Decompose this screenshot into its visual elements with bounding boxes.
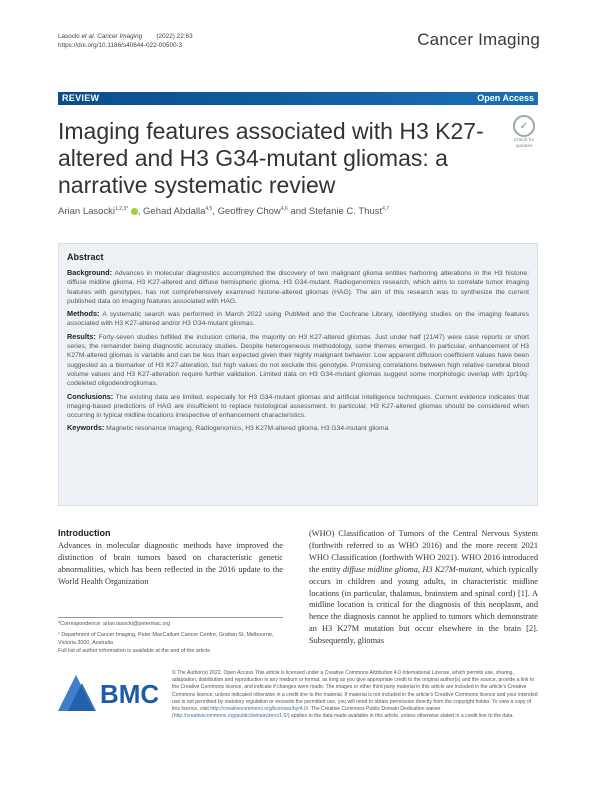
check-updates-line1: Check for: [513, 138, 535, 143]
background-label: Background:: [67, 268, 112, 277]
check-updates-icon: ✓: [513, 115, 535, 137]
methods-text: A systematic search was performed in March 2022 using PubMed and the Cochrane Library, identifying studies on the imaging features associated with H3 K27-altered and/or H3 G34-mutant gliomas.: [67, 311, 529, 328]
footnotes: [58, 617, 283, 659]
author-name[interactable]: Gehad Abdalla: [143, 206, 206, 218]
license-mid: . The Creative Commons Public Domain Dedication waiver (: [172, 706, 441, 720]
license-body: © The Author(s) 2022. Open Access This article is licensed under a Creative Commons Attribution 4.0 International License, which permits use, sharing, adaptation, distribution and reproduction in any medium or format, as long as you give appropriate credit to the original author(s) and the source, provide a link to the Creative Commons licence, and indicate if changes were made. The images or other third party material in this article are included in the article's Creative Commons licence, unless indicated otherwise in a credit line to the material. If material is not included in the article's Creative Commons licence and your intended use is not permitted by statutory regulation or exceeds the permitted use, you will need to obtain permission directly from the copyright holder. To view a copy of this licence, visit: [172, 670, 538, 713]
citation-year-volume: (2022) 22:63: [156, 33, 193, 40]
open-access-label: Open Access: [477, 93, 534, 103]
author-name[interactable]: Arian Lasocki: [58, 206, 116, 218]
abstract-methods: [67, 309, 529, 329]
orcid-icon[interactable]: [131, 208, 138, 215]
article-type-label: REVIEW: [62, 93, 100, 103]
article-type-banner: [58, 92, 538, 105]
bmc-logo: [58, 675, 158, 711]
keywords-label: Keywords:: [67, 423, 105, 433]
check-updates-line2: updates: [515, 144, 533, 149]
check-for-updates-badge[interactable]: [509, 115, 539, 149]
doi-link[interactable]: https://doi.org/10.1186/s40644-022-00500-3: [58, 42, 183, 49]
conclusions-label: Conclusions:: [67, 391, 114, 401]
citation-journal: et al. Cancer Imaging: [81, 33, 143, 40]
abstract-heading: Abstract: [67, 252, 104, 262]
author-name[interactable]: Geoffrey Chow: [217, 206, 281, 218]
affiliation-note: ¹ Department of Cancer Imaging, Peter MacCallum Cancer Centre, Grattan St, Melbourne, Victoria 3000, Australia: [58, 632, 274, 646]
introduction-text-left: Advances in molecular diagnostic methods have improved the distinction of brain tumors based on characteristic genetic abnormalities, which has been reflected in the 2016 update to the World Health Organization: [58, 541, 283, 586]
keywords-text: Magnetic resonance imaging, Radiogenomics, H3 K27M-altered glioma, H3 G34-mutant glioma: [106, 425, 389, 433]
author-name[interactable]: Stefanie C. Thust: [308, 206, 383, 218]
author-list: Arian Lasocki$^{1,2,3*}$ , Gehad Abdalla$^{4,5}$, Geoffrey Chow$^{4,6}$ and Stefanie C. Thust$^{4,7}$: [58, 206, 390, 218]
body-right-column: [309, 528, 538, 647]
bmc-logo-icon: [58, 675, 158, 711]
background-text: Advances in molecular diagnostics accomplished the discovery of two malignant glioma entities harboring alterations in the H3 histone: diffuse midline glioma, H3 K27-altered and diffuse hemispheric glioma, H3 G34-mutant. Radiogenomics research, which aims to correlate tumor imaging features with genotypes, has not comprehensively examined histone-altered gliomas (HAG). The aim of this research was to synthesize the current published data on imaging features associated with HAG.: [67, 270, 529, 305]
abstract-background: [67, 268, 529, 306]
introduction-text-right: [309, 528, 538, 647]
results-text: Forty-seven studies fulfilled the inclusion criteria, the majority on H3 K27-altered gliomas. Just under half (21/47) were case reports or short series, the remainder being diagnostic accuracy studies. Despite heterogeneous methodology, some themes emerged. In particular, enhancement of H3 K27M-altered gliomas is variable and can be less than expected given their highly malignant behavior. Low apparent diffusion coefficient values have been suggested as a biomarker of H3 K27-alteration, but high values do not exclude this genotype. Promising correlations between high relative cerebral blood volume values and H3 K27-alteration require further validation. Limited data on H3 G34-mutant gliomas suggest some morphologic overlap with 1p/19q-codeleted oligodendrogliomas.: [67, 333, 529, 388]
author-affiliation: 4,5: [205, 206, 213, 212]
introduction-heading: Introduction: [58, 528, 111, 538]
correspondence-note[interactable]: *Correspondence: arian.lasocki@petermac.org: [58, 621, 171, 627]
intro-right-part2: , which typically occurs in children and young adults, in characteristic midline locations (in particular, thalamus, brainstem and spinal cord) [1]. A midline location is critical for the diagnosis of this neoplasm, and hence the diagnosis cannot be applied to tumors which demonstrate an H3 K27M mutation but occur elsewhere in the brain [2]. Subsequently, gliomas: [309, 564, 538, 646]
body-left-column: [58, 528, 283, 588]
intro-right-italic: diffuse midline glioma, H3 K27M-mutant: [342, 564, 482, 574]
abstract-box: [58, 243, 538, 506]
citation-author: Lasocki: [58, 33, 82, 40]
article-title: Imaging features associated with H3 K27-altered and H3 G34-mutant gliomas: a narrative systematic review: [58, 118, 484, 198]
results-label: Results:: [67, 331, 96, 341]
bmc-logo-text: BMC: [100, 679, 158, 709]
author-affiliation: 1,2,3*: [115, 206, 129, 212]
intro-right-part1: (WHO) Classification of Tumors of the Central Nervous System (forthwith referred to as WHO 2016) and the more recent 2021 WHO Classification (forthwith WHO 2021). WHO 2016 introduced the entity: [309, 529, 538, 574]
abstract-results: [67, 332, 529, 389]
full-list-note: Full list of author information is available at the end of the article: [58, 647, 211, 654]
author-affiliation: 4,7: [382, 206, 390, 212]
citation-header: [58, 32, 193, 50]
methods-label: Methods:: [67, 309, 100, 319]
journal-name: Cancer Imaging: [417, 30, 540, 49]
conclusions-text: The existing data are limited, especially for H3 G34-mutant gliomas and artificial intelligence techniques. Current evidence indicates that imaging-based predictions of HAG are insufficient to replace histological assessment. In particular, H3 K27-altered gliomas should be considered when occurring in typical midline locations irrespective of enhancement characteristics.: [67, 393, 529, 420]
cc-by-link[interactable]: http://creativecommons.org/licenses/by/4.0/: [210, 706, 309, 713]
cc-zero-link[interactable]: http://creativecommons.org/publicdomain/zero/1.0/: [173, 713, 288, 720]
license-text: [172, 670, 539, 720]
author-affiliation: 4,6: [280, 206, 288, 212]
abstract-keywords: [67, 423, 529, 433]
license-end: ) applies to the data made available in this article, unless otherwise stated in a credit line to the data.: [287, 713, 514, 720]
abstract-conclusions: [67, 392, 529, 421]
